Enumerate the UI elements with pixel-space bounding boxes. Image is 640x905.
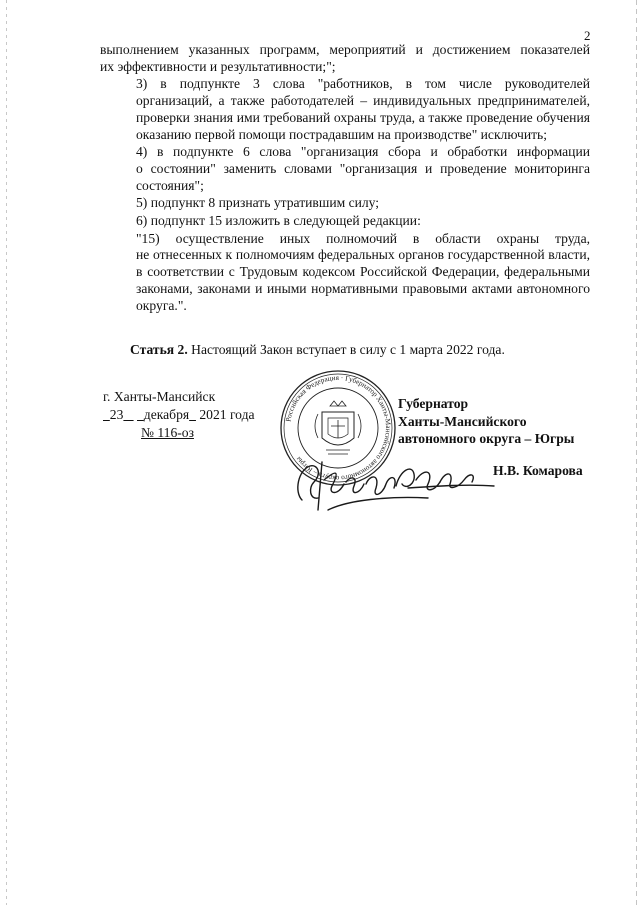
text-line: округа.". bbox=[136, 297, 187, 313]
svg-text:Российская Федерация · Губерна: Российская Федерация · Губернатор Ханты-Мансийского автономного округа – Югры bbox=[284, 373, 393, 483]
text-line: в соответствии с Трудовым кодексом Российской Федерации, федеральными bbox=[136, 264, 590, 280]
document-body bbox=[100, 42, 590, 315]
text-line: 3) в подпункте 3 слова "работников, в том числе руководителей bbox=[136, 76, 590, 92]
text-line: организаций, а также работодателей – индивидуальных предпринимателей, bbox=[136, 93, 590, 109]
text-line: оказанию первой помощи пострадавшим на производстве" исключить; bbox=[136, 126, 548, 142]
article-label: Статья 2. bbox=[130, 342, 188, 357]
paragraph-item-15-text bbox=[100, 231, 590, 315]
text-line: не отнесенных к полномочиям федеральных органов государственной власти, bbox=[136, 247, 590, 263]
text-line: состояния"; bbox=[136, 177, 204, 193]
date-day: 23 bbox=[109, 407, 124, 422]
text-line: "15) осуществление иных полномочий в области охраны труда, bbox=[136, 230, 590, 246]
governor-line-3: автономного округа – Югры bbox=[398, 431, 575, 446]
paragraph-continuation bbox=[100, 42, 590, 75]
text-line: их эффективности и результативности;"; bbox=[100, 58, 336, 74]
text-line: 6) подпункт 15 изложить в следующей редакции: bbox=[136, 213, 421, 229]
signing-date bbox=[103, 406, 255, 424]
signer-name: Н.В. Комарова bbox=[493, 463, 583, 478]
governor-line-1: Губернатор bbox=[398, 396, 469, 411]
text-line: о состоянии" заменить словами "организация и проведение мониторинга bbox=[136, 160, 590, 176]
handwritten-signature bbox=[288, 440, 498, 515]
page-number: 2 bbox=[584, 28, 591, 43]
text-line: выполнением указанных программ, мероприятий и достижением показателей bbox=[100, 42, 590, 57]
date-year: 2021 года bbox=[199, 407, 255, 422]
article-text: Настоящий Закон вступает в силу с 1 марта 2022 года. bbox=[187, 342, 505, 357]
paragraph-item-5 bbox=[100, 195, 590, 212]
scan-edge-right bbox=[636, 0, 637, 905]
text-line: 5) подпункт 8 признать утратившим силу; bbox=[136, 195, 380, 211]
article-2 bbox=[130, 342, 505, 358]
paragraph-item-4 bbox=[100, 144, 590, 194]
scan-edge-left bbox=[6, 0, 7, 905]
text-line: проверки знания ими требований охраны труда, а также проведение обучения bbox=[136, 109, 590, 125]
governor-line-2: Ханты-Мансийского bbox=[398, 413, 527, 429]
text-line: 4) в подпункте 6 слова "организация сбора и обработки информации bbox=[136, 144, 590, 160]
paragraph-item-6 bbox=[100, 213, 590, 230]
signing-place-date bbox=[103, 388, 255, 442]
governor-title bbox=[398, 395, 574, 448]
city: г. Ханты-Мансийск bbox=[103, 389, 216, 404]
date-month: декабря bbox=[143, 407, 190, 422]
text-line: законами, законами и иными нормативными правовыми актами автономного bbox=[136, 280, 590, 296]
paragraph-item-3 bbox=[100, 76, 590, 143]
law-number: № 116-оз bbox=[141, 425, 194, 440]
